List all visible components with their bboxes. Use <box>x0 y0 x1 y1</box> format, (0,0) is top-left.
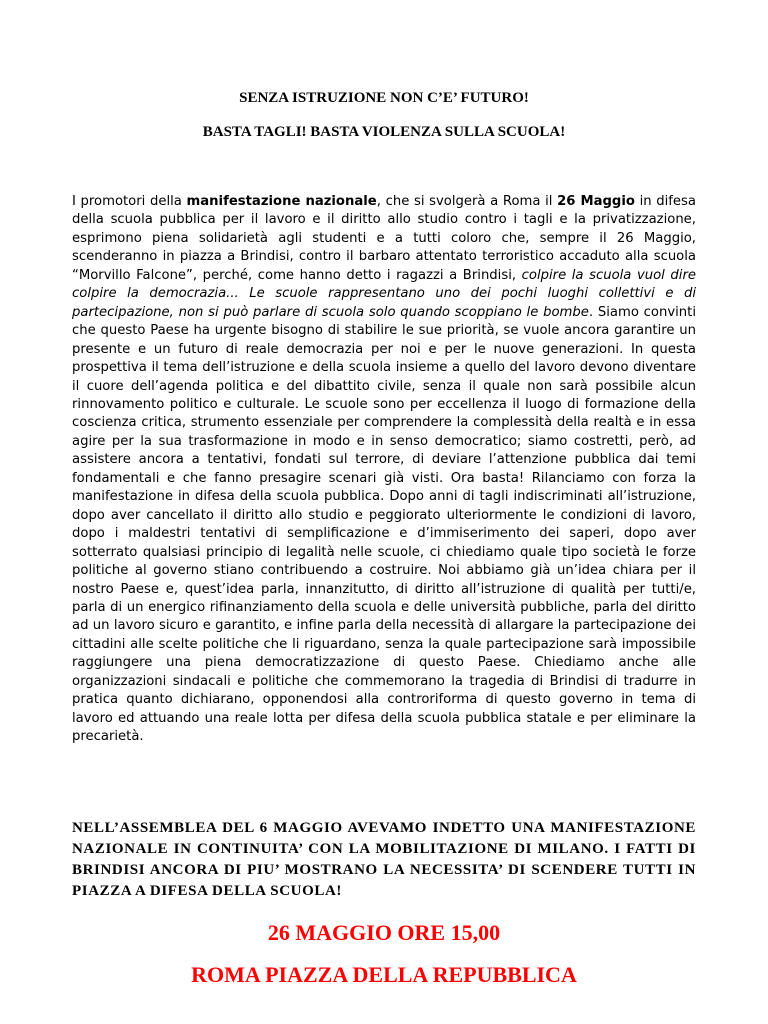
document-heading-primary: SENZA ISTRUZIONE NON C’E’ FUTURO! <box>239 90 529 106</box>
body-paragraph <box>72 193 696 747</box>
event-time: 26 MAGGIO ORE 15,00 <box>267 920 501 945</box>
body-text-run: I promotori della <box>72 194 187 209</box>
bold-manifestazione: manifestazione nazionale <box>186 194 377 209</box>
italic-quote: colpire la scuola vuol dire colpire la democrazia... Le scuole rappresentano uno dei pochi luoghi collettivi e di partecipazione, non si può parlare di scuola solo quando scoppiano le bombe <box>72 267 696 320</box>
body-text-run: in difesa della scuola pubblica per il lavoro e il diritto allo studio contro i tagli e la privatizzazione, esprimono piena solidarietà agli studenti e a tutti coloro che, sempre il 26 Maggio, scenderanno in piazza a Brindisi, contro il barbaro attentato terroristico accaduto alla scuola “Morvillo Falcone”, perché, come hanno detto i ragazzi a Brindisi, <box>72 194 696 283</box>
announcement-paragraph: NELL’ASSEMBLEA DEL 6 MAGGIO AVEVAMO INDETTO UNA MANIFESTAZIONE NAZIONALE IN CONTINUITA’ CON LA MOBILITAZIONE DI MILANO. I FATTI DI BRINDISI ANCORA DI PIU’ MOSTRANO LA NECESSITA’ DI SCENDERE TUTTI IN PIAZZA A DIFESA DELLA SCUOLA! <box>72 820 696 899</box>
body-text-run: . Siamo convinti che questo Paese ha urgente bisogno di stabilire le sue priorità, se vuole ancora garantire un presente e un futuro di reale democrazia per noi e per le nuove generazioni. In questa prospettiva il tema dell’istruzione e della scuola insieme a quello del lavoro devono diventare il cuore dell’agenda politica e del dibattito civile, senza il quale non sarà possibile alcun rinnovamento politico e culturale. Le scuole sono per eccellenza il luogo di formazione della coscienza critica, strumento essenziale per comprendere la complessità della realtà e in essa agire per la sua trasformazione in modo e in senso democratico; siamo costretti, però, ad assistere ancora a tentativi, fondati sul terrore, di deviare l’attenzione pubblica dai temi fondamentali e che fanno presagire scenari già visti. Ora basta! Rilanciamo con forza la manifestazione in difesa della scuola pubblica. Dopo anni di tagli indiscriminati all’istruzione, dopo aver cancellato il diritto allo studio e peggiorato ulteriormente le condizioni di lavoro, dopo i maldestri tentativi di semplificazione e d’immiserimento dei saperi, dopo aver sotterrato qualsiasi principio di legalità nelle scuole, ci chiediamo quale tipo società le forze politiche al governo stiano contribuendo a costruire. Noi abbiamo già un’idea chiara per il nostro Paese e, quest’idea parla, innanzitutto, di diritto all’istruzione di qualità per tutti/e, parla di un energico rifinanziamento della scuola e delle università pubbliche, parla del diritto ad un lavoro sicuro e garantito, e infine parla della necessità di allargare la partecipazione dei cittadini alle scelte politiche che li riguardano, senza la quale partecipazione sarà impossibile raggiungere una piena democratizzazione di questo Paese. Chiediamo anche alle organizzazioni sindacali e politiche che commemorano la tragedia di Brindisi di tradurre in pratica quanto dichiarano, opponendosi alla controriforma di questo governo in tema di lavoro ed attuando una reale lotta per difesa della scuola pubblica statale e per eliminare la precarietà. <box>72 304 696 745</box>
event-place: ROMA PIAZZA DELLA REPUBBLICA <box>191 962 577 987</box>
bold-date: 26 Maggio <box>557 194 635 209</box>
body-text-run: , che si svolgerà a Roma il <box>376 194 558 209</box>
document-heading-secondary: BASTA TAGLI! BASTA VIOLENZA SULLA SCUOLA! <box>202 124 566 140</box>
